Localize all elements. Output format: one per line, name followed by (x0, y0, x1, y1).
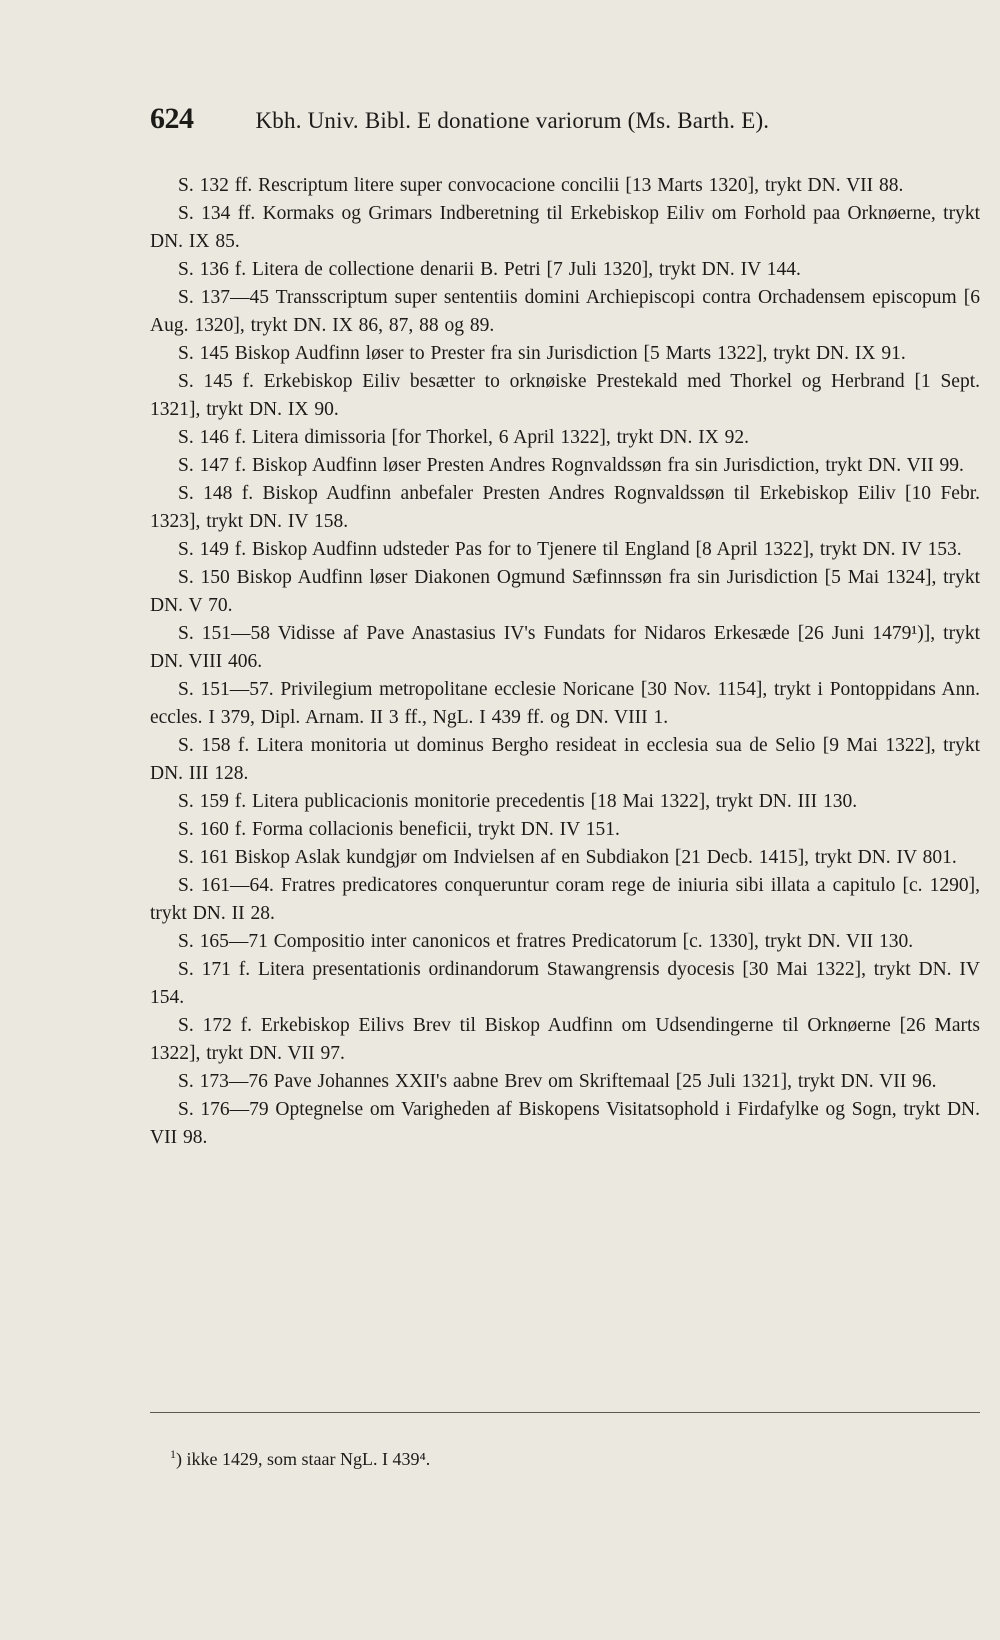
catalogue-entry: S. 147 f. Biskop Audfinn løser Presten Andres Rognvaldssøn fra sin Jurisdiction, trykt DN. VII 99. (178, 455, 964, 476)
catalogue-entry: S. 145 f. Erkebiskop Eiliv besætter to orknøiske Prestekald med Thorkel og Herbrand [1 Sept. 1321], trykt DN. IX 90. (150, 371, 980, 420)
catalogue-entry: S. 165—71 Compositio inter canonicos et fratres Predicatorum [c. 1330], trykt DN. VII 130. (178, 931, 914, 952)
catalogue-entry: S. 161—64. Fratres predicatores conqueruntur coram rege de iniuria sibi illata a capitulo [c. 1290], trykt DN. II 28. (150, 875, 980, 924)
catalogue-entry: S. 150 Biskop Audfinn løser Diakonen Ogmund Sæfinnssøn fra sin Jurisdiction [5 Mai 1324], trykt DN. V 70. (150, 567, 980, 616)
running-head: Kbh. Univ. Bibl. E donatione variorum (Ms. Barth. E). (255, 108, 770, 133)
catalogue-entry: S. 149 f. Biskop Audfinn udsteder Pas for to Tjenere til England [8 April 1322], trykt DN. IV 153. (178, 539, 962, 560)
catalogue-entry: S. 146 f. Litera dimissoria [for Thorkel, 6 April 1322], trykt DN. IX 92. (178, 427, 750, 448)
footnote-divider (150, 1412, 980, 1413)
footnote-text: ) ikke 1429, som staar NgL. I 439⁴. (176, 1449, 431, 1469)
catalogue-entries (150, 172, 980, 1152)
footnote (170, 1442, 430, 1471)
catalogue-entry: S. 160 f. Forma collacionis beneficii, trykt DN. IV 151. (178, 819, 620, 840)
catalogue-entry: S. 172 f. Erkebiskop Eilivs Brev til Biskop Audfinn om Udsendingerne til Orknøerne [26 Marts 1322], trykt DN. VII 97. (150, 1015, 980, 1064)
catalogue-entry: S. 158 f. Litera monitoria ut dominus Bergho resideat in ecclesia sua de Selio [9 Mai 1322], trykt DN. III 128. (150, 735, 980, 784)
catalogue-entry: S. 151—57. Privilegium metropolitane ecclesie Noricane [30 Nov. 1154], trykt i Pontoppidans Ann. eccles. I 379, Dipl. Arnam. II 3 ff., NgL. I 439 ff. og DN. VIII 1. (150, 679, 980, 728)
catalogue-entry: S. 134 ff. Kormaks og Grimars Indberetning til Erkebiskop Eiliv om Forhold paa Orknøerne, trykt DN. IX 85. (150, 203, 980, 252)
catalogue-entry: S. 136 f. Litera de collectione denarii B. Petri [7 Juli 1320], trykt DN. IV 144. (178, 259, 801, 280)
catalogue-entry: S. 171 f. Litera presentationis ordinandorum Stawangrensis dyocesis [30 Mai 1322], trykt DN. IV 154. (150, 959, 980, 1008)
catalogue-entry: S. 173—76 Pave Johannes XXII's aabne Brev om Skriftemaal [25 Juli 1321], trykt DN. VII 96. (178, 1071, 937, 1092)
catalogue-entry: S. 137—45 Transscriptum super sententiis domini Archiepiscopi contra Orchadensem episcopum [6 Aug. 1320], trykt DN. IX 86, 87, 88 og 89. (150, 287, 980, 336)
catalogue-entry: S. 148 f. Biskop Audfinn anbefaler Presten Andres Rognvaldssøn til Erkebiskop Eiliv [10 Febr. 1323], trykt DN. IV 158. (150, 483, 980, 532)
catalogue-entry: S. 145 Biskop Audfinn løser to Prester fra sin Jurisdiction [5 Marts 1322], trykt DN. IX 91. (178, 343, 906, 364)
page-header (150, 102, 950, 146)
footnote-marker: 1 (170, 1447, 176, 1461)
catalogue-entry: S. 151—58 Vidisse af Pave Anastasius IV's Fundats for Nidaros Erkesæde [26 Juni 1479¹)], trykt DN. VIII 406. (150, 623, 980, 672)
catalogue-entry: S. 159 f. Litera publicacionis monitorie precedentis [18 Mai 1322], trykt DN. III 130. (178, 791, 858, 812)
catalogue-entry: S. 161 Biskop Aslak kundgjør om Indvielsen af en Subdiakon [21 Decb. 1415], trykt DN. IV 801. (178, 847, 957, 868)
catalogue-entry: S. 176—79 Optegnelse om Varigheden af Biskopens Visitatsophold i Firdafylke og Sogn, trykt DN. VII 98. (150, 1099, 980, 1148)
page-number: 624 (150, 102, 194, 135)
catalogue-entry: S. 132 ff. Rescriptum litere super convocacione concilii [13 Marts 1320], trykt DN. VII 88. (178, 175, 904, 196)
